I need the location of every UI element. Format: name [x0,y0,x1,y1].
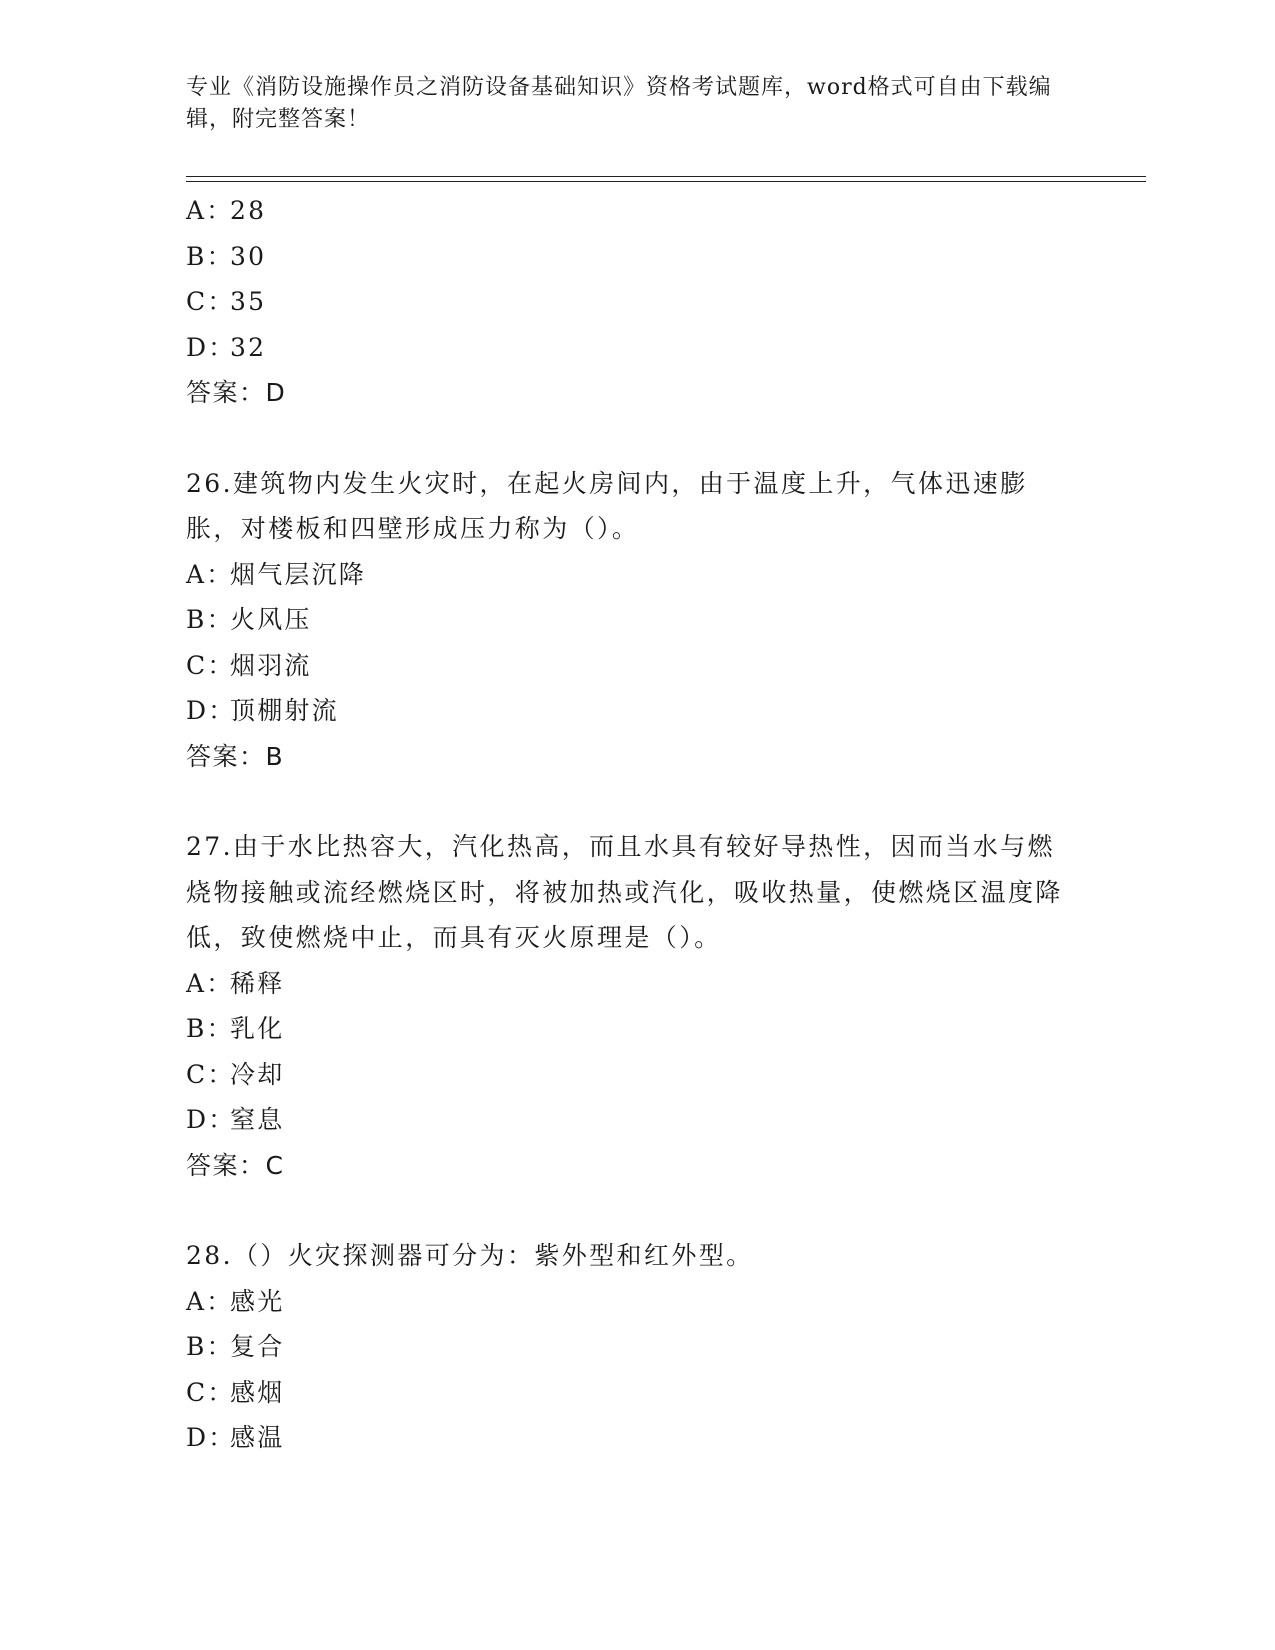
option-a [186,1279,1086,1325]
answer-line: 答案：D [186,378,287,407]
option-b [186,1006,1086,1052]
option-text: 35 [230,287,267,316]
option-label: C： [186,287,235,316]
option-label: A： [186,559,234,589]
option-label: B： [186,241,234,271]
header-divider-top [186,176,1146,177]
spacer [186,416,1086,461]
option-a [186,188,1086,234]
spacer [186,779,1086,824]
option-label: A： [186,196,234,225]
option-text: 窒息 [230,1105,285,1134]
option-label: B： [186,605,234,634]
option-label: D： [186,332,236,362]
option-d [186,1097,1086,1143]
option-text: 乳化 [230,1014,285,1043]
option-text: 28 [230,196,267,225]
option-label: D： [186,1423,236,1452]
option-d [186,688,1086,734]
option-label: D： [186,1105,236,1134]
option-c [186,643,1086,689]
answer-line: 答案：B [186,741,285,771]
option-text: 火风压 [230,605,312,634]
document-header: 专业《消防设施操作员之消防设备基础知识》资格考试题库，word格式可自由下载编辑，附完整答案！ [186,75,1052,132]
option-label: B： [186,1014,234,1043]
option-label: A： [186,1286,234,1316]
option-text: 冷却 [230,1059,285,1089]
answer-line: 答案：C [186,1150,285,1180]
option-text: 复合 [230,1332,285,1361]
question-28 [186,1233,1086,1461]
option-b [186,234,1086,280]
option-text: 烟气层沉降 [230,559,367,589]
option-a [186,961,1086,1007]
option-text: 感光 [230,1286,285,1316]
question-stem: 28.（）火灾探测器可分为：紫外型和红外型。 [186,1241,754,1270]
spacer [186,1188,1086,1233]
option-label: A： [186,968,234,998]
header-divider-bottom [186,181,1146,182]
option-label: C： [186,1059,235,1089]
option-d [186,1415,1086,1461]
option-d [186,325,1086,371]
option-b [186,597,1086,643]
question-list [186,188,1086,1461]
option-c [186,1052,1086,1098]
option-label: D： [186,696,236,725]
option-text: 32 [230,332,267,362]
option-a [186,552,1086,598]
option-text: 稀释 [230,968,285,998]
option-text: 顶棚射流 [230,696,339,725]
question-26 [186,461,1086,780]
question-stem: 26.建筑物内发生火灾时，在起火房间内，由于温度上升，气体迅速膨胀，对楼板和四壁形成压力称为（）。 [186,468,1028,543]
option-label: B： [186,1332,234,1361]
question-27 [186,824,1086,1188]
question-stem: 27.由于水比热容大，汽化热高，而且水具有较好导热性，因而当水与燃烧物接触或流经燃烧区时，将被加热或汽化，吸收热量，使燃烧区温度降低，致使燃烧中止，而具有灭火原理是（）。 [186,832,1063,952]
option-b [186,1324,1086,1370]
option-c [186,279,1086,325]
option-text: 感烟 [230,1377,285,1407]
question-25 [186,188,1086,416]
option-label: C： [186,1377,235,1407]
option-text: 烟羽流 [230,650,312,680]
option-text: 感温 [230,1423,285,1452]
option-c [186,1370,1086,1416]
option-label: C： [186,650,235,680]
option-text: 30 [230,241,267,271]
